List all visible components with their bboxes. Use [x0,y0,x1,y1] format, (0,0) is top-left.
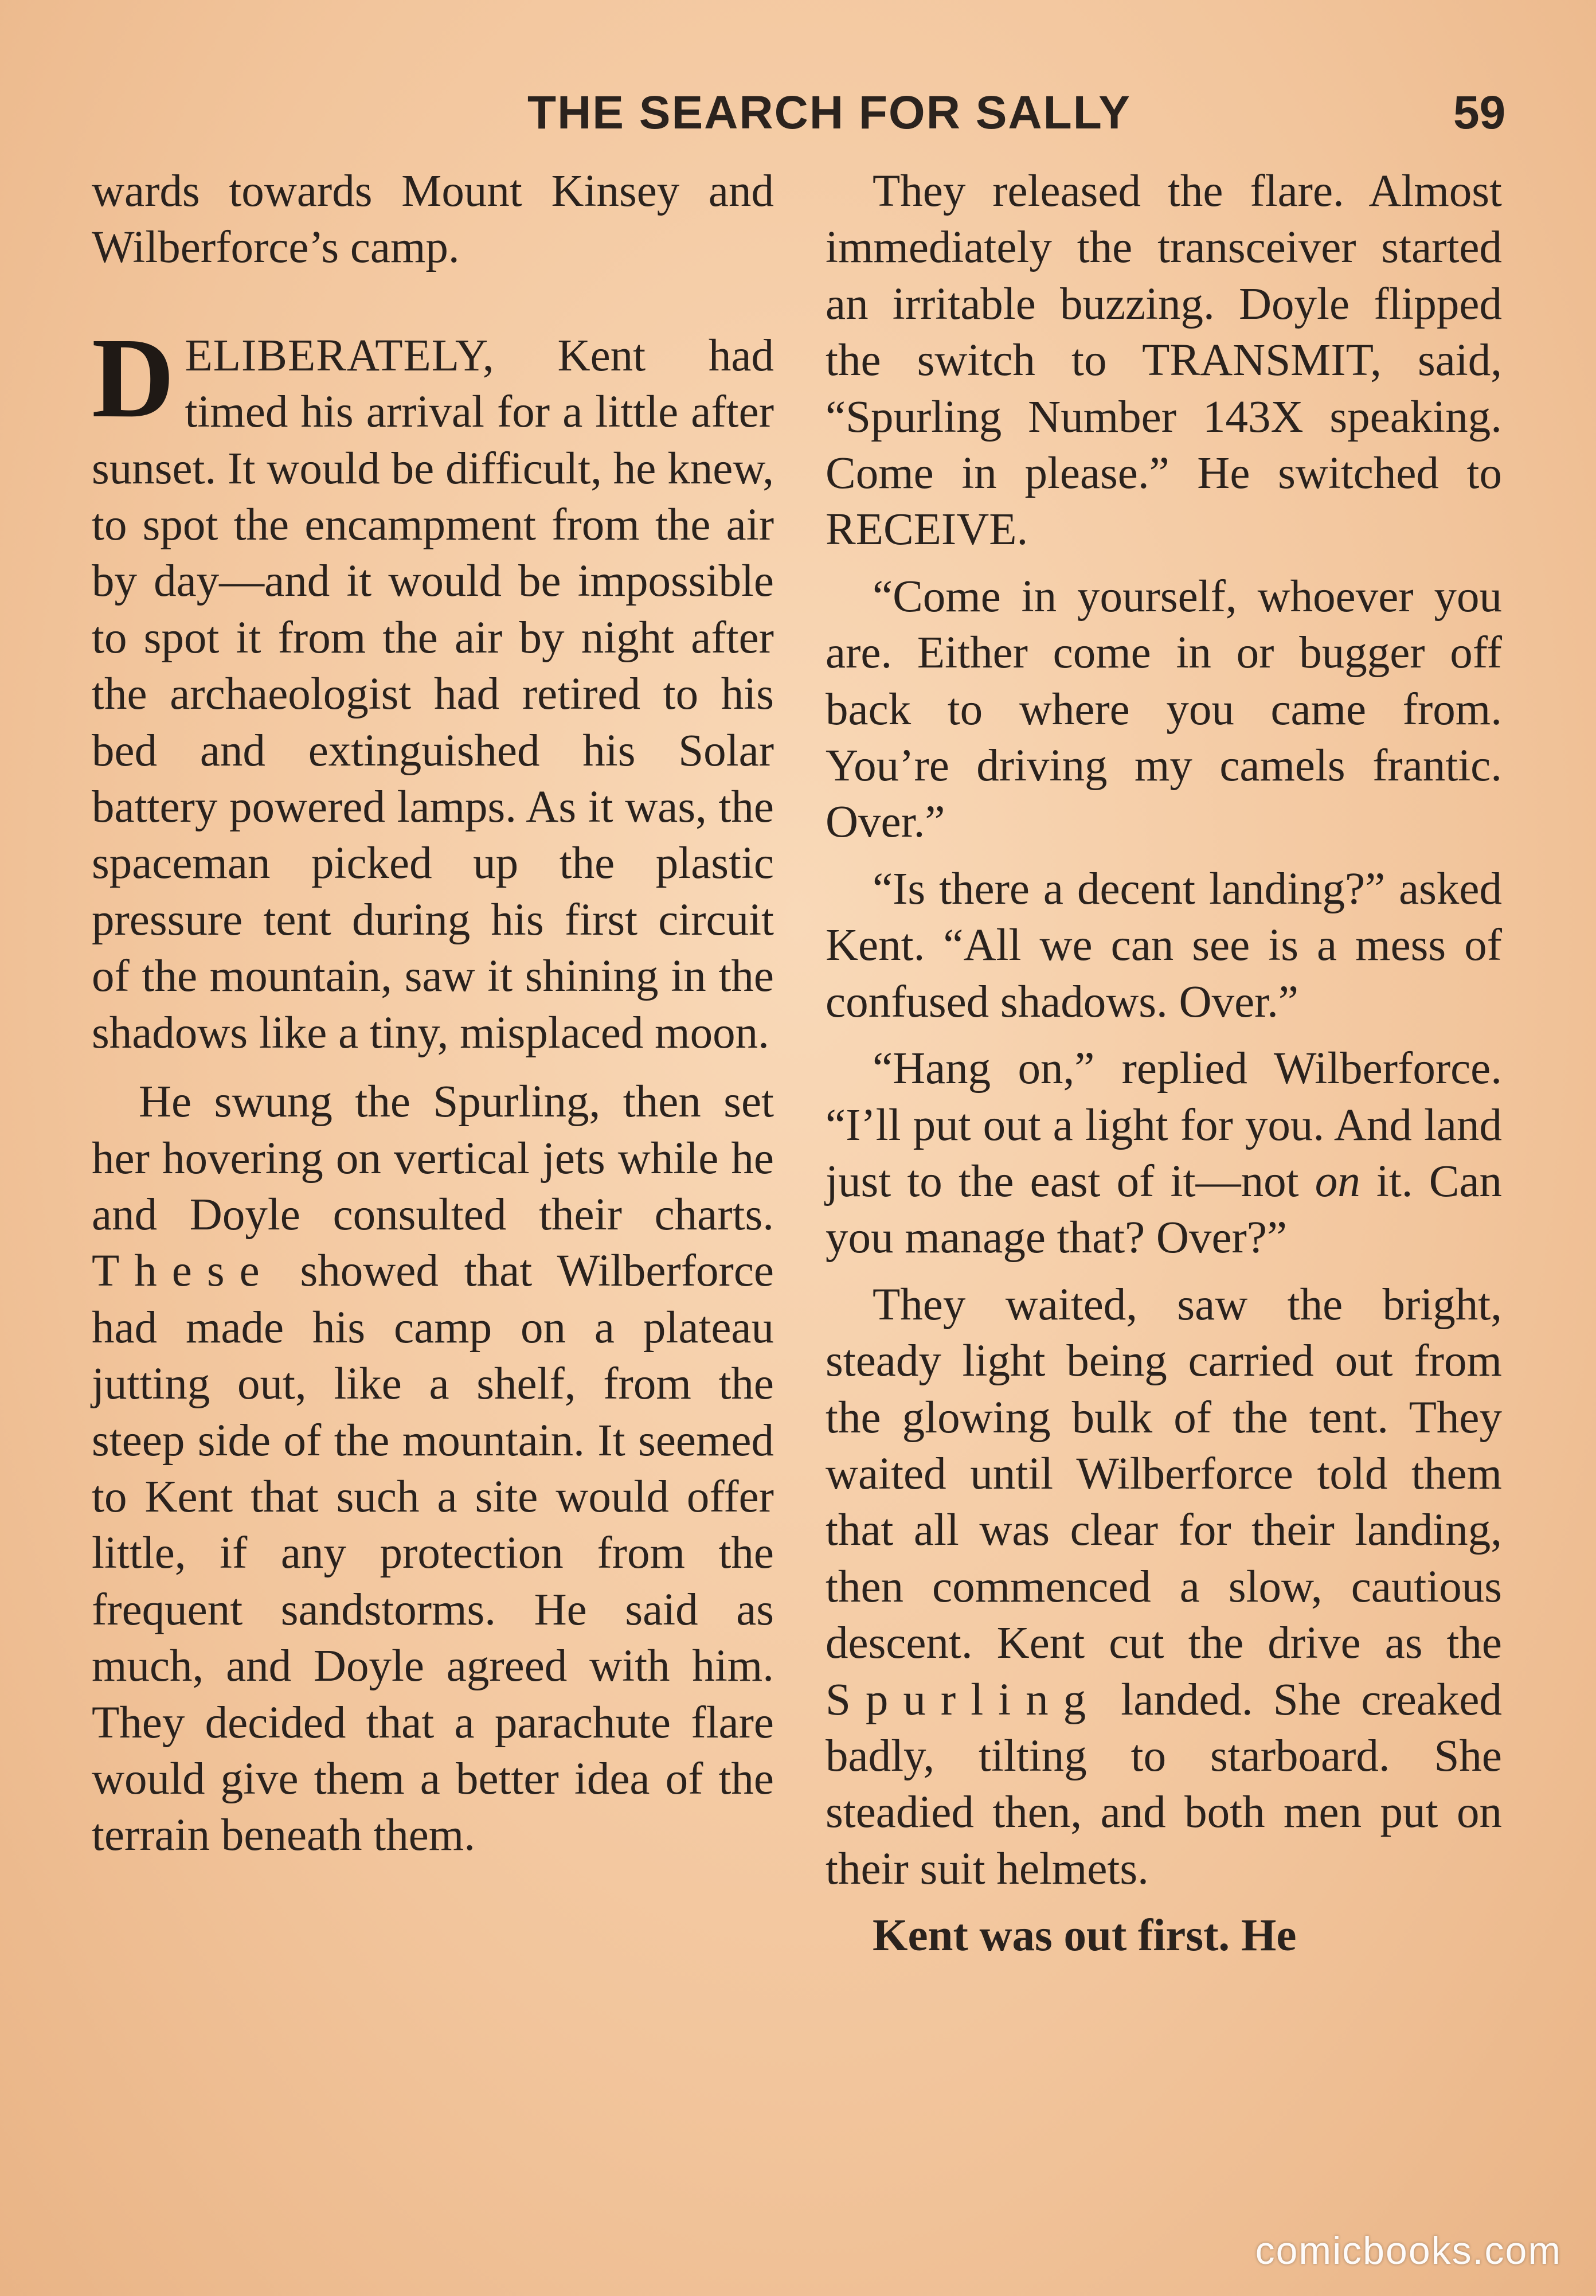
running-title: THE SEARCH FOR SALLY [527,87,1131,139]
paragraph-text: showed that Wilberforce had made his camp on a plateau jutting out, like a shelf, from the steep side of the mountain. It seemed to Kent that such a site would offer little, if any protection from the frequent sandstorms. He said as much, and Doyle agreed with him. They decided that a parachute flare would give them a better idea of the terrain beneath them. [92,1246,774,1861]
paragraph: Kent was out first. He [873,1911,1297,1961]
paragraph-text: He swung the Spurling, then set her hovering on vertical jets while he and Doyle consulted their charts. [92,1077,774,1240]
lead-in-caps: ELIBERATELY, [185,330,495,381]
paragraph-text: Kent had timed his arrival for a little after sunset. It would be difficult, he knew, to spot the encampment from the air by day—and it would be impossible to spot it from the air by night after the archaeologist had retired to his bed and extinguished his Solar battery powered lamps. As it was, the spaceman picked up the plastic pressure tent during his first circuit of the mountain, saw it shining in the shadows like a tiny, misplaced moon. [92,330,774,1058]
drop-cap: D [92,314,175,442]
paragraph-with-dropcap [92,314,774,1061]
emphasis: on [1315,1156,1360,1206]
paragraph-text: it. Can you manage that? Over?” [826,1156,1503,1263]
page-header [0,80,1596,149]
paragraph: “Come in yourself, whoever you are. Either come in or bugger off back to where you came from. You’re driving my camels frantic. Over.” [826,571,1502,848]
paragraph-text: They waited, saw the bright, steady light being carried out from the glowing bulk of the tent. They waited until Wilberforce told them that all was clear for their landing, then commenced a slow, cautious descent. Kent cut the drive as the [826,1279,1502,1669]
paragraph-text: landed. She creaked badly, tilting to starboard. She steadied then, and both men put on their suit helmets. [826,1674,1502,1894]
paragraph-text: “Hang on,” replied Wilberforce. “I’ll put out a light for you. And land just to the east of it—not [826,1044,1502,1206]
left-column [92,163,774,1864]
watermark: comicbooks.com [1255,2229,1562,2272]
paragraph [826,1041,1502,1267]
paragraph: wards towards Mount Kinsey and Wilberforce’s camp. [92,166,774,273]
paragraph: They released the flare. Almost immediately the transceiver started an irritable buzzing. Doyle flipped the switch to TRANSMIT, said, “Spurling Number 143X speaking. Come in please.” He switched to RECEIVE. [826,166,1502,555]
spaced-word: Spurling [826,1674,1101,1725]
spaced-word: These [92,1246,275,1297]
paragraph: “Is there a decent landing?” asked Kent. “All we can see is a mess of confused shadows. Over.” [826,864,1502,1027]
page-number: 59 [1453,87,1506,139]
paragraph [826,1277,1502,1897]
right-column [826,163,1502,1965]
paragraph [92,1074,774,1864]
